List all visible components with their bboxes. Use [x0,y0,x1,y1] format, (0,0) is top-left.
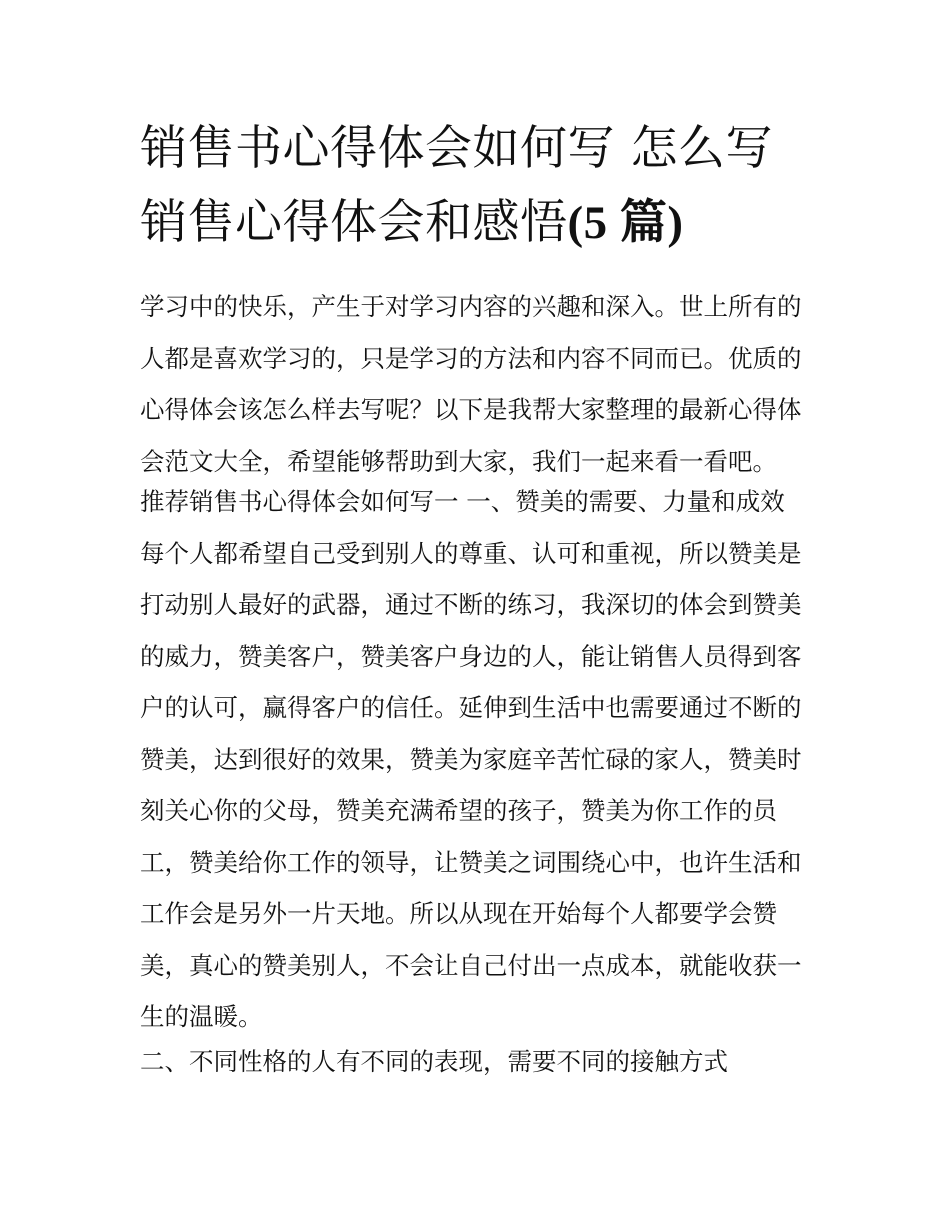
title-line-1: 销售书心得体会如何写 怎么写 [140,121,773,176]
intro-line: 心得体会该怎么样去写呢？以下是我帮大家整理的最新心得体 [140,395,802,424]
intro-line: 会范文大全，希望能够帮助到大家，我们一起来看一看吧。 [140,446,777,476]
title-count: (5 篇) [567,197,684,249]
title-line-2 [140,186,820,260]
document-title [140,112,820,260]
section-1-line: 工作会是另外一片天地。所以从现在开始每个人都要学会赞 [140,899,777,928]
section-1-line: 工，赞美给你工作的领导，让赞美之词围绕心中，也许生活和 [140,847,802,877]
title-line-2-text: 销售心得体会和感悟 [140,195,568,250]
intro-line: 学习中的快乐，产生于对学习内容的兴趣和深入。世上所有的 [140,292,802,321]
section-1-paragraph [140,476,820,1043]
section-1-line: 赞美，达到很好的效果，赞美为家庭辛苦忙碌的家人，赞美时 [140,744,802,774]
intro-paragraph [140,281,820,487]
intro-line: 人都是喜欢学习的，只是学习的方法和内容不同而已。优质的 [140,343,802,373]
section-1-line: 刻关心你的父母，赞美充满希望的孩子，赞美为你工作的员 [140,796,777,825]
section-1-line: 每个人都希望自己受到别人的尊重、认可和重视，所以赞美是 [140,538,802,568]
section-1-line: 户的认可，赢得客户的信任。延伸到生活中也需要通过不断的 [140,693,802,722]
section-1-line: 打动别人最好的武器，通过不断的练习，我深切的体会到赞美 [140,590,802,619]
section-1-line: 推荐销售书心得体会如何写一 一、赞美的需要、力量和成效 [140,487,785,516]
section-1-line: 美，真心的赞美别人，不会让自己付出一点成本，就能收获一 [140,950,802,980]
section-1-line: 生的温暖。 [140,1002,263,1031]
section-2-heading [140,1036,820,1088]
section-1-line: 的威力，赞美客户，赞美客户身边的人，能让销售人员得到客 [140,641,802,671]
section-2-heading-text: 二、不同性格的人有不同的表现，需要不同的接触方式 [140,1047,728,1076]
